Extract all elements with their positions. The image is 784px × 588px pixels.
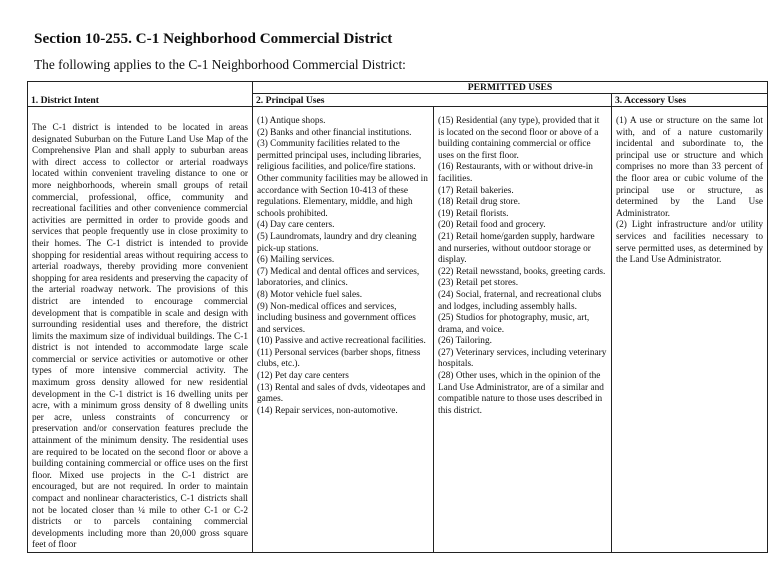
intro-text: The following applies to the C-1 Neighborhood Commercial District: [34, 57, 406, 72]
list-item: (15) Residential (any type), provided that it is located on the second floor or above of a building containing commercial or office uses on the first floor. [438, 116, 600, 161]
principal-uses-list-b [438, 116, 607, 417]
list-item: (10) Passive and active recreational facilities. [257, 336, 426, 347]
list-item: (3) Community facilities related to the permitted principal uses, including libraries, religious facilities, and police/fire stations. Other community facilities may be allowed in accordance with Section 10-413 of these regulations. Elementary, middle, and high schools prohibited. [257, 139, 428, 219]
accessory-uses-header: 3. Accessory Uses [612, 94, 768, 107]
list-item: (5) Laundromats, laundry and dry cleaning pick-up stations. [257, 231, 417, 254]
list-item: (16) Restaurants, with or without drive-in facilities. [438, 162, 593, 184]
list-item: (12) Pet day care centers [257, 371, 349, 382]
regulations-table [27, 81, 768, 553]
list-item: (2) Light infrastructure and/or utility services and facilities necessary to serve permitted uses, as determined by the Land Use Administrator. [616, 220, 763, 266]
principal-uses-header: 2. Principal Uses [253, 94, 612, 107]
list-item: (7) Medical and dental offices and services, laboratories, and clinics. [257, 266, 420, 289]
list-item: (8) Motor vehicle fuel sales. [257, 289, 363, 300]
principal-uses-cell-a [253, 107, 434, 553]
list-item: (4) Day care centers. [257, 220, 335, 231]
list-item: (17) Retail bakeries. [438, 185, 514, 196]
list-item: (21) Retail home/garden supply, hardware and nurseries, without outdoor storage or display. [438, 231, 595, 266]
list-item: (24) Social, fraternal, and recreational clubs and lodges, including assembly halls. [438, 289, 602, 312]
list-item: (23) Retail pet stores. [438, 278, 519, 289]
principal-uses-list-a [257, 116, 429, 417]
accessory-uses-cell [612, 107, 768, 553]
list-item: (28) Other uses, which in the opinion of the Land Use Administrator, are of a similar and compatible nature to those uses described in this district. [438, 371, 604, 416]
list-item: (27) Veterinary services, including veterinary hospitals. [438, 347, 607, 370]
list-item: (22) Retail newsstand, books, greeting cards. [438, 266, 606, 277]
principal-uses-cell-b [434, 107, 612, 553]
blank-header-cell [28, 82, 253, 94]
accessory-uses-list [616, 116, 763, 267]
list-item: (18) Retail drug store. [438, 197, 521, 208]
list-item: (19) Retail florists. [438, 208, 509, 219]
district-intent-text: The C-1 district is intended to be located in areas designated Suburban on the Future Land Use Map of the Comprehensive Plan and shall apply to suburban areas with direct access to collector or arterial roadways located within convenient traveling distance to one or more neighborhoods, wherein small groups of retail commercial, professional, office, community and recreational facilities and other convenience commercial activities are permitted in order to provide goods and services that people frequently use in close proximity to their homes. The C-1 district is intended to provide shopping for residential areas without requiring access to arterial roadways, thereby providing more convenient shopping for area residents and preserving the capacity of the arterial roadway network. The provisions of this district are intended to encourage commercial development that is compatible in scale and design with surrounding residential uses and therefore, the district limits the maximum size of individual buildings. The C-1 district is not intended to accommodate large scale commercial or service activities or automotive or other types of more intensive commercial activity. The maximum gross density allowed for new residential development in the C-1 district is 16 dwelling units per acre, with a minimum gross density of 8 dwelling units per acre, unless constraints of concurrency or preservation and/or conservation features preclude the attainment of the minimum density. The residential uses are required to be located on the second floor or above a building containing commercial or office uses on the first floor. Mixed use projects in the C-1 district are encouraged, but are not required. In order to maintain compact and nonlinear characteristics, C-1 districts shall not be located closer than ¼ mile to other C-1 or C-2 districts or to parcels containing commercial developments including more than 20,000 gross square feet of floor [32, 123, 248, 551]
list-item: (2) Banks and other financial institutions. [257, 127, 412, 138]
permitted-uses-header: PERMITTED USES [253, 82, 768, 94]
list-item: (6) Mailing services. [257, 255, 335, 266]
list-item: (14) Repair services, non-automotive. [257, 405, 398, 416]
list-item: (1) A use or structure on the same lot with, and of a nature customarily incidental and subordinate to, the principal use or structure and which comprises no more than 33 percent of the floor area or cubic volume of the principal use or structure, as determined by the Land Use Administrator. [616, 116, 763, 219]
list-item: (1) Antique shops. [257, 116, 326, 126]
list-item: (11) Personal services (barber shops, fitness clubs, etc.). [257, 347, 421, 370]
list-item: (25) Studios for photography, music, art, drama, and voice. [438, 313, 590, 335]
list-item: (26) Tailoring. [438, 336, 492, 347]
district-intent-header: 1. District Intent [28, 94, 253, 107]
list-item: (9) Non-medical offices and services, including business and government offices and services. [257, 301, 416, 335]
list-item: (20) Retail food and grocery. [438, 220, 546, 231]
list-item: (13) Rental and sales of dvds, videotapes and games. [257, 382, 426, 405]
page-title: Section 10-255. C-1 Neighborhood Commercial District [34, 30, 393, 47]
district-intent-cell [28, 107, 253, 553]
